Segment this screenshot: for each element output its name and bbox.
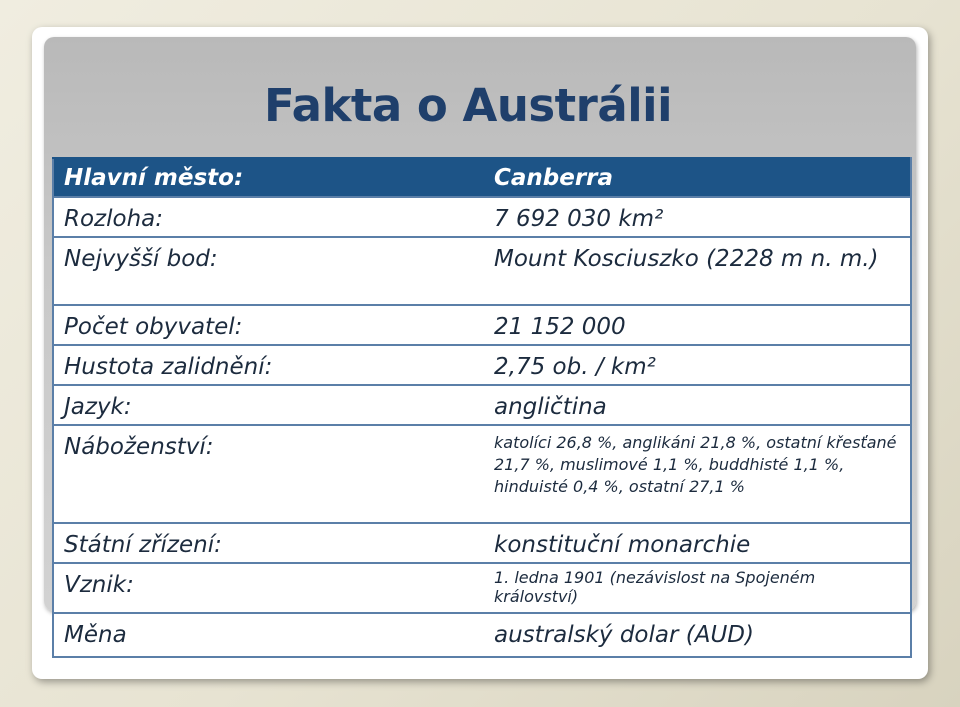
row-value: australský dolar (AUD) xyxy=(484,613,911,657)
table-row-density xyxy=(53,345,911,385)
row-label: Náboženství: xyxy=(53,425,484,523)
table-row-area xyxy=(53,197,911,237)
table-row-currency xyxy=(53,613,911,657)
table-row-government xyxy=(53,523,911,563)
row-label: Jazyk: xyxy=(53,385,484,425)
row-label: Počet obyvatel: xyxy=(53,305,484,345)
row-value: angličtina xyxy=(484,385,911,425)
table-row-language xyxy=(53,385,911,425)
row-label: Hustota zalidnění: xyxy=(53,345,484,385)
row-value: Canberra xyxy=(484,158,911,197)
row-value: katolíci 26,8 %, anglikáni 21,8 %, ostatní křesťané 21,7 %, muslimové 1,1 %, buddhisté 1,1 %, hinduisté 0,4 %, ostatní 27,1 % xyxy=(484,425,911,523)
table-row-founding xyxy=(53,563,911,613)
row-label: Nejvyšší bod: xyxy=(53,237,484,305)
row-label: Státní zřízení: xyxy=(53,523,484,563)
row-value: Mount Kosciuszko (2228 m n. m.) xyxy=(484,237,911,305)
row-value: konstituční monarchie xyxy=(484,523,911,563)
row-value: 21 152 000 xyxy=(484,305,911,345)
row-value: 1. ledna 1901 (nezávislost na Spojeném království) xyxy=(484,563,911,613)
table-row-population xyxy=(53,305,911,345)
slide-title: Fakta o Austrálii xyxy=(263,79,672,132)
row-label: Rozloha: xyxy=(53,197,484,237)
table-row-capital xyxy=(53,158,911,197)
row-value: 2,75 ob. / km² xyxy=(484,345,911,385)
table-row-religion xyxy=(53,425,911,523)
table-row-highest-point xyxy=(53,237,911,305)
facts-table xyxy=(52,157,912,658)
row-label: Měna xyxy=(53,613,484,657)
row-label: Hlavní město: xyxy=(53,158,484,197)
row-value: 7 692 030 km² xyxy=(484,197,911,237)
row-label: Vznik: xyxy=(53,563,484,613)
